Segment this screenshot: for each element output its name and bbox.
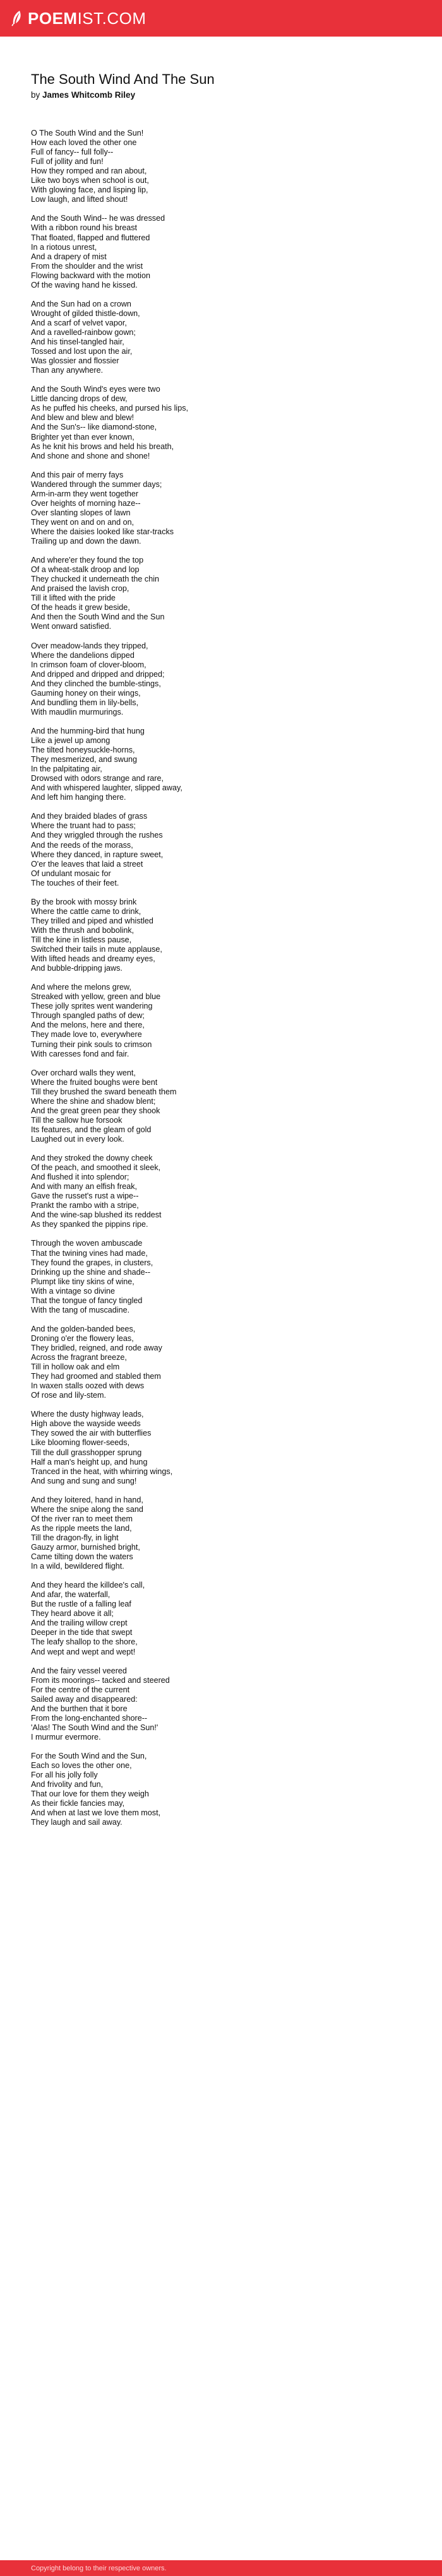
poem-line: Where the dandelions dipped [31,650,134,660]
poem-line: They chucked it underneath the chin [31,575,160,584]
poem-line: Sailed away and disappeared: [31,1694,138,1704]
poem-line: Trailing up and down the dawn. [31,537,141,546]
stanza [31,812,416,887]
poem-line: With maudlin murmurings. [31,707,124,717]
poem-line: In a wild, bewildered flight. [31,1562,124,1571]
poem-line: And blew and blew and blew! [31,413,134,423]
poem-line: They found the grapes, in clusters, [31,1258,153,1267]
poem-line: Switched their tails in mute applause, [31,945,162,954]
poem-line: Plumpt like tiny skins of wine, [31,1277,134,1286]
poem-line: Till the sallow hue forsook [31,1115,122,1125]
poem-line: Low laugh, and lifted shout! [31,195,128,204]
poem-line: And left him hanging there. [31,793,126,802]
poem-line: How each loved the other one [31,138,137,148]
poem-line: Prankt the rambo with a stripe, [31,1201,139,1210]
stanza [31,727,416,802]
poem-line: That our love for them they weigh [31,1789,149,1799]
poem-line: And bubble-dripping jaws. [31,964,122,973]
poem-content [31,71,416,1837]
poem-line: They heard above it all; [31,1609,114,1619]
poem-line: High above the wayside weeds [31,1419,141,1429]
poem-line: With caresses fond and fair. [31,1049,129,1058]
stanza [31,556,416,631]
poem-line: They went on and on and on, [31,517,134,527]
poem-line: 'Alas! The South Wind and the Sun!' [31,1723,158,1732]
stanza [31,385,416,460]
poem-line: As he knit his brows and held his breath, [31,442,174,451]
poem-line: Across the fragrant breeze, [31,1353,127,1362]
site-logo[interactable] [10,9,146,28]
poem-line: But the rustle of a falling leaf [31,1600,131,1609]
poem-line: They made love to, everywhere [31,1030,142,1039]
feather-icon [10,10,24,26]
poem-line: Like blooming flower-seeds, [31,1438,130,1448]
poem-line: And when at last we love them most, [31,1808,161,1818]
poem-line: For the centre of the current [31,1685,130,1694]
byline [31,90,416,101]
poem-line: Over orchard walls they went, [31,1068,136,1077]
poem-line: And the South Wind's eyes were two [31,385,160,394]
poem-line: Like two boys when school is out, [31,176,149,185]
poem-line: Over slanting slopes of lawn [31,508,131,517]
poem-line: Till in hollow oak and elm [31,1362,120,1372]
poem-line: How they romped and ran about, [31,167,147,176]
stanza [31,214,416,290]
poem-line: And where the melons grew, [31,983,131,992]
poem-line: Came tilting down the waters [31,1552,133,1562]
poem-line: Turning their pink souls to crimson [31,1039,152,1049]
stanza [31,471,416,546]
poem-line: And his tinsel-tangled hair, [31,337,124,347]
poem-line: Gave the russet's rust a wipe-- [31,1191,139,1201]
poem-line: With a ribbon round his breast [31,223,138,233]
poem-line: And afar, the waterfall, [31,1590,110,1600]
poem-line: Full of fancy-- full folly-- [31,148,114,157]
poem-line: O'er the leaves that laid a street [31,859,143,869]
poem-line: And then the South Wind and the Sun [31,612,165,622]
footer [0,2560,442,2576]
poem-line: With the thrush and bobolink, [31,925,134,935]
poem-line: Gauzy armor, burnished bright, [31,1542,140,1552]
stanza [31,1239,416,1314]
poem-line: Little dancing drops of dew, [31,394,128,404]
poem-line: O The South Wind and the Sun! [31,129,144,138]
by-label: by [31,90,40,100]
poem-line: That the tongue of fancy tingled [31,1296,143,1305]
poem-line: Over heights of morning haze-- [31,498,141,508]
poem-line: Of the peach, and smoothed it sleek, [31,1163,161,1173]
poem-line: And with many an elfish freak, [31,1182,137,1191]
poem-line: And bundling them in lily-bells, [31,698,139,707]
poem-line: Of the waving hand he kissed. [31,280,138,290]
poem-line: And a drapery of mist [31,252,107,261]
poem-line: Till the dragon-fly, in light [31,1533,119,1542]
poem-line: Deeper in the tide that swept [31,1628,133,1637]
poem-line: With lifted heads and dreamy eyes, [31,954,155,964]
poem-line: And where'er they found the top [31,556,144,565]
poem-line: And the reeds of the morass, [31,840,133,850]
poem-line: Where the dusty highway leads, [31,1410,144,1419]
poem-line: From the long-enchanted shore-- [31,1713,148,1723]
poem-line: Of the heads it grew beside, [31,603,130,612]
poem-line: And the great green pear they shook [31,1106,160,1115]
poem-line: Half a man's height up, and hung [31,1457,148,1467]
poem-line: Like a jewel up among [31,736,110,745]
poem-line: And the trailing willow crept [31,1619,128,1628]
stanza [31,300,416,375]
poem-line: And they wriggled through the rushes [31,831,163,840]
poem-line: Droning o'er the flowery leas, [31,1333,134,1343]
stanza [31,1410,416,1485]
poem-line: Through the woven ambuscade [31,1239,143,1248]
poem-line: As he puffed his cheeks, and pursed his lips, [31,404,188,413]
poem-line: And the Sun's-- like diamond-stone, [31,423,157,432]
poem-line: And with whispered laughter, slipped away, [31,783,182,793]
poem-line: The touches of their feet. [31,878,119,887]
poem-line: For the South Wind and the Sun, [31,1752,147,1761]
logo-text-light: IST.COM [77,8,146,28]
stanza [31,1666,416,1742]
poem-line: Full of jollity and fun! [31,157,104,167]
poem-line: Flowing backward with the motion [31,271,150,280]
poem-line: They mesmerized, and swung [31,755,137,764]
poem-line: Went onward satisfied. [31,622,112,631]
poem-line: By the brook with mossy brink [31,897,137,906]
poem-line: Laughed out in every look. [31,1134,124,1144]
poem-line: Where the daisies looked like star-tracks [31,527,174,536]
poem-line: With the tang of muscadine. [31,1305,130,1314]
poem-line: Where the truant had to pass; [31,821,136,831]
poem-line: That floated, flapped and fluttered [31,233,150,242]
poem-line: Till the kine in listless pause, [31,935,132,944]
poem-line: In a riotous unrest, [31,242,97,252]
poem-line: Tossed and lost upon the air, [31,347,133,356]
poem-line: Tranced in the heat, with whirring wings, [31,1467,173,1476]
poem-line: They had groomed and stabled them [31,1372,161,1381]
poem-line: With a vintage so divine [31,1286,116,1296]
poem-line: Brighter yet than ever known, [31,432,134,442]
poem-line: As they spanked the pippins ripe. [31,1220,148,1229]
poem-line: Each so loves the other one, [31,1761,132,1771]
poem-line: With glowing face, and lisping lip, [31,185,148,195]
stanza [31,641,416,717]
poem-line: That the twining vines had made, [31,1248,148,1258]
poem-line: From its moorings-- tacked and steered [31,1675,170,1685]
poem-line: The leafy shallop to the shore, [31,1637,138,1647]
poem-line: Over meadow-lands they tripped, [31,641,148,650]
poem-line: Of the river ran to meet them [31,1514,133,1523]
poem-line: Of a wheat-stalk droop and lop [31,565,140,575]
poem-line: And this pair of merry fays [31,470,124,479]
poem-line: And the fairy vessel veered [31,1666,127,1675]
footer-copyright: Copyright belong to their respective owners. [31,2564,167,2572]
stanza [31,1496,416,1571]
poem-line: Till the dull grasshopper sprung [31,1448,142,1457]
stanza [31,1154,416,1229]
stanza [31,129,416,204]
poem-line: As the ripple meets the land, [31,1523,132,1533]
poem-line: And the golden-banded bees, [31,1324,136,1333]
poem-line: Streaked with yellow, green and blue [31,992,161,1002]
poem-line: And a scarf of velvet vapor, [31,318,127,327]
poem-line: I murmur evermore. [31,1732,101,1742]
poem-line: And the humming-bird that hung [31,726,145,735]
stanza [31,983,416,1058]
poem-line: Of undulant mosaic for [31,869,111,878]
poem-line: And dripped and dripped and dripped; [31,669,165,679]
poem-line: And the burthen that it bore [31,1704,128,1713]
poem-line: Where the cattle came to drink, [31,906,141,916]
poem-line: They trilled and piped and whistled [31,916,153,925]
stanza [31,1068,416,1144]
poem-line: Where the shine and shadow blent; [31,1096,156,1106]
poem-line: And the Sun had on a crown [31,299,131,308]
poem-line: And they stroked the downy cheek [31,1154,153,1163]
poem-line: And sung and sung and sung! [31,1476,137,1485]
poem-line: And a ravelled-rainbow gown; [31,327,136,337]
top-bar [0,0,442,37]
stanza [31,1752,416,1827]
poem-line: And frivolity and fun, [31,1780,104,1789]
stanza [31,898,416,973]
stanza [31,1581,416,1656]
poem-line: Wandered through the summer days; [31,479,162,489]
poem-body [31,129,416,1827]
poem-line: They sowed the air with butterflies [31,1429,152,1438]
poem-line: As their fickle fancies may, [31,1799,125,1808]
poem-line: And the wine-sap blushed its reddest [31,1210,162,1220]
poem-line: And the South Wind-- he was dressed [31,214,165,223]
logo-text-bold: POEM [28,8,78,28]
poem-line: Where the snipe along the sand [31,1504,143,1514]
poem-line: Was glossier and flossier [31,356,119,366]
poem-line: Drowsed with odors strange and rare, [31,774,164,783]
poem-line: Where they danced, in rapture sweet, [31,850,164,859]
poem-line: In waxen stalls oozed with dews [31,1381,145,1391]
poem-line: These jolly sprites went wandering [31,1002,153,1011]
poem-line: In the palpitating air, [31,764,102,774]
poem-line: Gauming honey on their wings, [31,688,141,698]
author-link[interactable]: James Whitcomb Riley [42,90,136,100]
poem-line: And flushed it into splendor; [31,1173,129,1182]
poem-line: Wrought of gilded thistle-down, [31,308,140,318]
poem-line: And the melons, here and there, [31,1021,145,1030]
poem-line: Its features, and the gleam of gold [31,1125,152,1134]
poem-line: In crimson foam of clover-bloom, [31,660,146,669]
poem-line: And shone and shone and shone! [31,451,150,460]
poem-line: They bridled, reigned, and rode away [31,1344,162,1352]
poem-line: And they loitered, hand in hand, [31,1495,143,1504]
poem-line: Through spangled paths of dew; [31,1011,145,1021]
poem-line: Where the fruited boughs were bent [31,1077,158,1087]
logo-text [28,9,146,28]
poem-line: From the shoulder and the wrist [31,261,143,271]
poem-line: They laugh and sail away. [31,1818,122,1827]
poem-line: Drinking up the shine and shade-- [31,1267,151,1277]
poem-line: Arm-in-arm they went together [31,489,139,498]
poem-line: Of rose and lily-stem. [31,1391,106,1400]
poem-line: For all his jolly folly [31,1771,98,1780]
poem-line: And they braided blades of grass [31,812,148,821]
stanza [31,1325,416,1400]
poem-line: And praised the lavish crop, [31,584,129,594]
poem-line: And wept and wept and wept! [31,1647,136,1656]
poem-line: And they clinched the bumble-stings, [31,679,161,688]
poem-line: The tilted honeysuckle-horns, [31,746,135,755]
poem-line: And they heard the killdee's call, [31,1581,145,1590]
poem-line: Till it lifted with the pride [31,594,116,603]
poem-line: Than any anywhere. [31,366,104,375]
poem-line: Till they brushed the sward beneath them [31,1087,177,1096]
poem-title: The South Wind And The Sun [31,71,215,87]
